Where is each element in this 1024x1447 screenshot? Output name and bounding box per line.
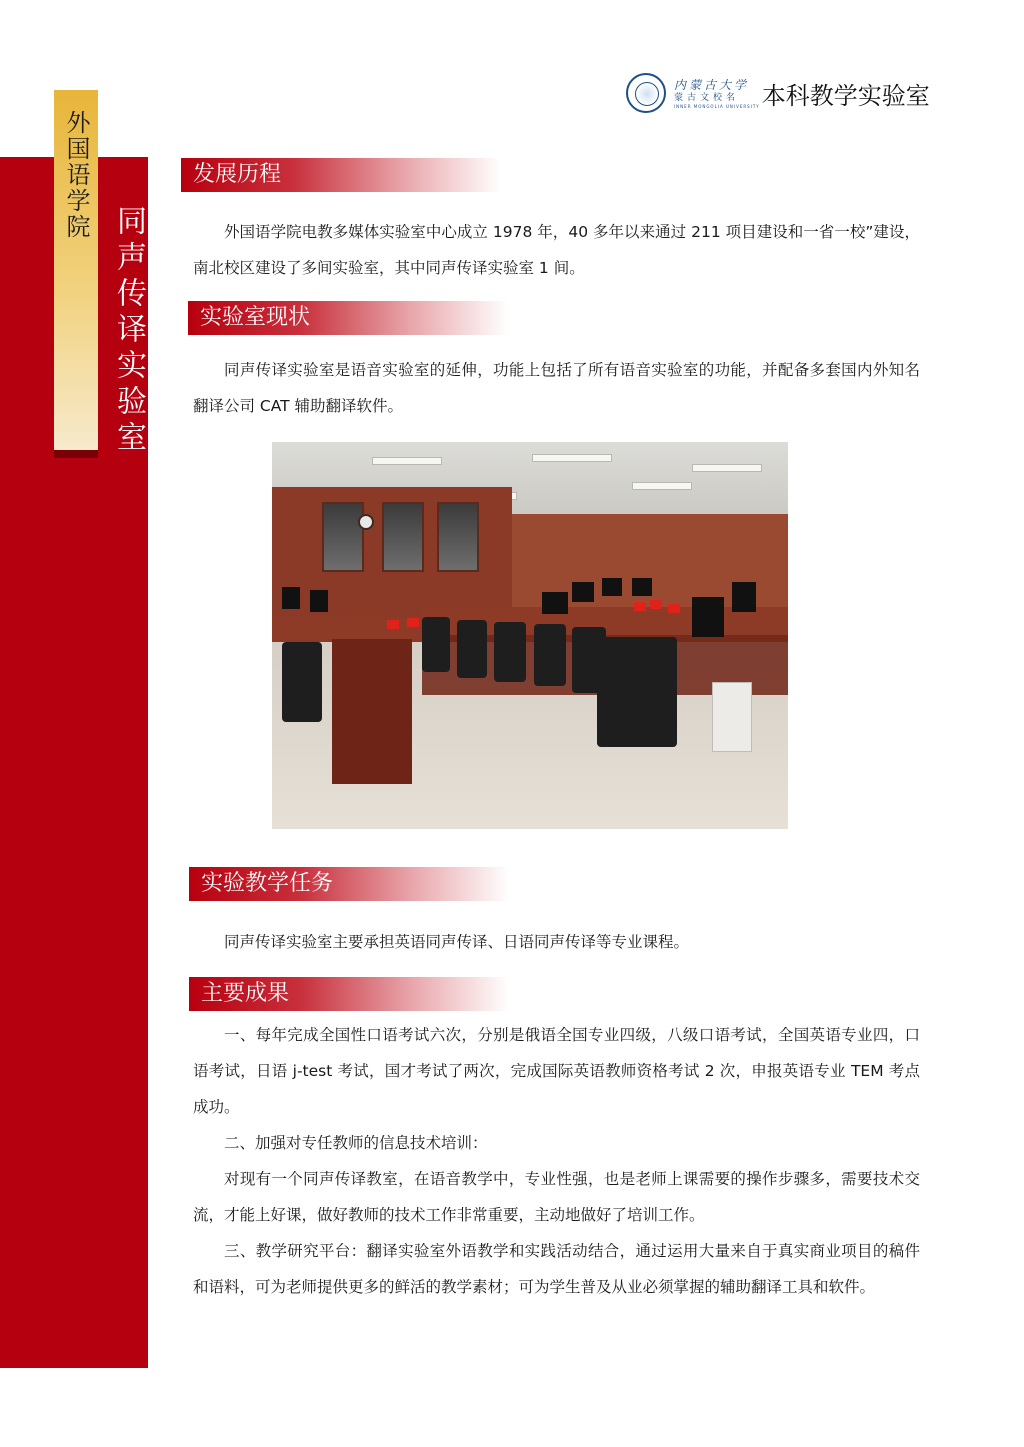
- photo-chair: [422, 617, 450, 672]
- photo-window: [322, 502, 364, 572]
- photo-chair: [282, 642, 322, 722]
- university-logo-text: [674, 78, 760, 109]
- photo-desk: [332, 639, 412, 784]
- paragraph: 三、教学研究平台：翻译实验室外语教学和实践活动结合，通过运用大量来自于真实商业项目的稿件和语料，可为老师提供更多的鲜活的教学素材；可为学生普及从业必须掌握的辅助翻译工具和软件。: [193, 1242, 920, 1296]
- college-tab-shadow: [54, 450, 98, 458]
- wall-clock-icon: [358, 514, 374, 530]
- flag-icon: [668, 604, 680, 613]
- photo-monitor: [632, 578, 652, 596]
- ceiling-light: [372, 457, 442, 465]
- university-name-mongolian: 蒙古文校名: [674, 92, 740, 103]
- section-heading-tasks: 实验教学任务: [189, 867, 509, 901]
- section-heading-status: 实验室现状: [188, 301, 508, 335]
- status-text: [193, 352, 920, 424]
- flag-icon: [650, 600, 662, 609]
- flag-icon: [407, 618, 419, 627]
- photo-monitor: [692, 597, 724, 637]
- section-heading-results: 主要成果: [189, 977, 509, 1011]
- history-text: [193, 214, 920, 286]
- ceiling-light: [692, 464, 762, 472]
- photo-window: [437, 502, 479, 572]
- lab-photo: [272, 442, 788, 829]
- photo-monitor: [732, 582, 756, 612]
- results-text: [193, 1017, 920, 1305]
- photo-cabinet: [712, 682, 752, 752]
- photo-chair: [534, 624, 566, 686]
- photo-monitor: [310, 590, 328, 612]
- ceiling-light: [632, 482, 692, 490]
- flag-icon: [634, 602, 646, 611]
- university-seal-icon: [626, 73, 666, 113]
- ceiling-light: [532, 454, 612, 462]
- photo-chair: [597, 637, 677, 747]
- photo-monitor: [572, 582, 594, 602]
- photo-chair: [457, 620, 487, 678]
- lab-name-vertical: 同声传译实验室: [111, 205, 146, 457]
- section-heading-history: 发展历程: [181, 158, 501, 192]
- flag-icon: [387, 620, 399, 629]
- paragraph: 二、加强对专任教师的信息技术培训：: [224, 1134, 488, 1152]
- university-name-en: INNER MONGOLIA UNIVERSITY: [674, 103, 760, 109]
- tasks-text: [193, 924, 920, 960]
- photo-monitor: [542, 592, 568, 614]
- paragraph: 一、每年完成全国性口语考试六次，分别是俄语全国专业四级，八级口语考试，全国英语专业四，口语考试，日语 j-test 考试，国才考试了两次，完成国际英语教师资格考试 2 次，申报英语专业 TEM 考点成功。: [193, 1026, 920, 1116]
- college-name: 外国语学院: [62, 110, 90, 240]
- paragraph: 对现有一个同声传译教室，在语音教学中，专业性强，也是老师上课需要的操作步骤多，需要技术交流，才能上好课，做好教师的技术工作非常重要，主动地做好了培训工作。: [193, 1170, 920, 1224]
- photo-monitor: [602, 578, 622, 596]
- photo-chair: [494, 622, 526, 682]
- paragraph: 外国语学院电教多媒体实验室中心成立 1978 年，40 多年以来通过 211 项目建设和一省一校”建设，南北校区建设了多间实验室，其中同声传译实验室 1 间。: [193, 223, 920, 277]
- paragraph: 同声传译实验室是语音实验室的延伸，功能上包括了所有语音实验室的功能，并配备多套国内外知名翻译公司 CAT 辅助翻译软件。: [193, 361, 920, 415]
- paragraph: 同声传译实验室主要承担英语同声传译、日语同声传译等专业课程。: [224, 933, 690, 951]
- photo-window: [382, 502, 424, 572]
- university-name-script: 内蒙古大学: [674, 77, 750, 92]
- page-title: 本科教学实验室: [761, 81, 930, 110]
- header: [626, 72, 930, 114]
- photo-monitor: [282, 587, 300, 609]
